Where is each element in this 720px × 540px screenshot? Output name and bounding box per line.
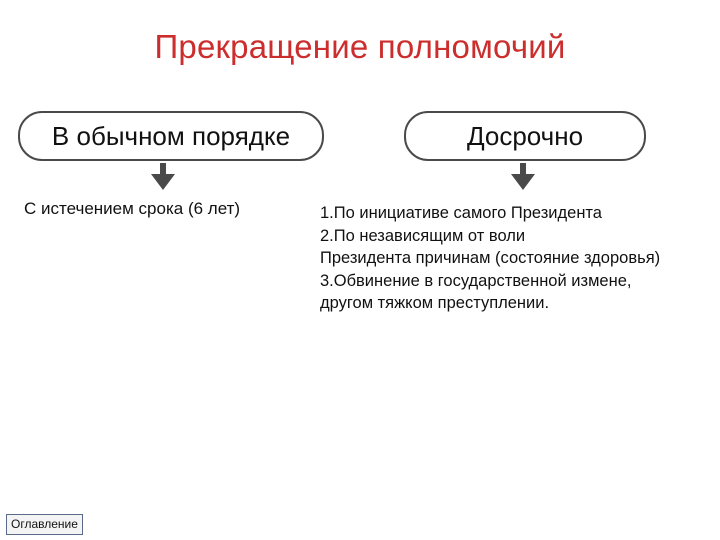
- list-item: Президента причинам (состояние здоровья): [320, 249, 661, 267]
- normal-order-description: С истечением срока (6 лет): [24, 199, 241, 218]
- list-item: 3.Обвинение в государственной измене,: [320, 271, 632, 290]
- early-termination-label: Досрочно: [466, 120, 584, 151]
- list-item: 1.По инициативе самого Президента: [320, 204, 602, 222]
- page-title: Прекращение полномочий: [154, 28, 566, 65]
- down-arrow-icon: [510, 163, 536, 191]
- down-arrow-icon: [150, 163, 176, 191]
- table-of-contents-button[interactable]: Оглавление: [6, 514, 83, 535]
- list-item: 2.По независящим от воли: [320, 226, 526, 245]
- early-termination-box: [404, 111, 646, 161]
- normal-order-box: [18, 111, 324, 161]
- list-item: другом тяжком преступлении.: [320, 294, 550, 312]
- early-termination-list: [320, 202, 660, 315]
- normal-order-label: В обычном порядке: [51, 120, 291, 151]
